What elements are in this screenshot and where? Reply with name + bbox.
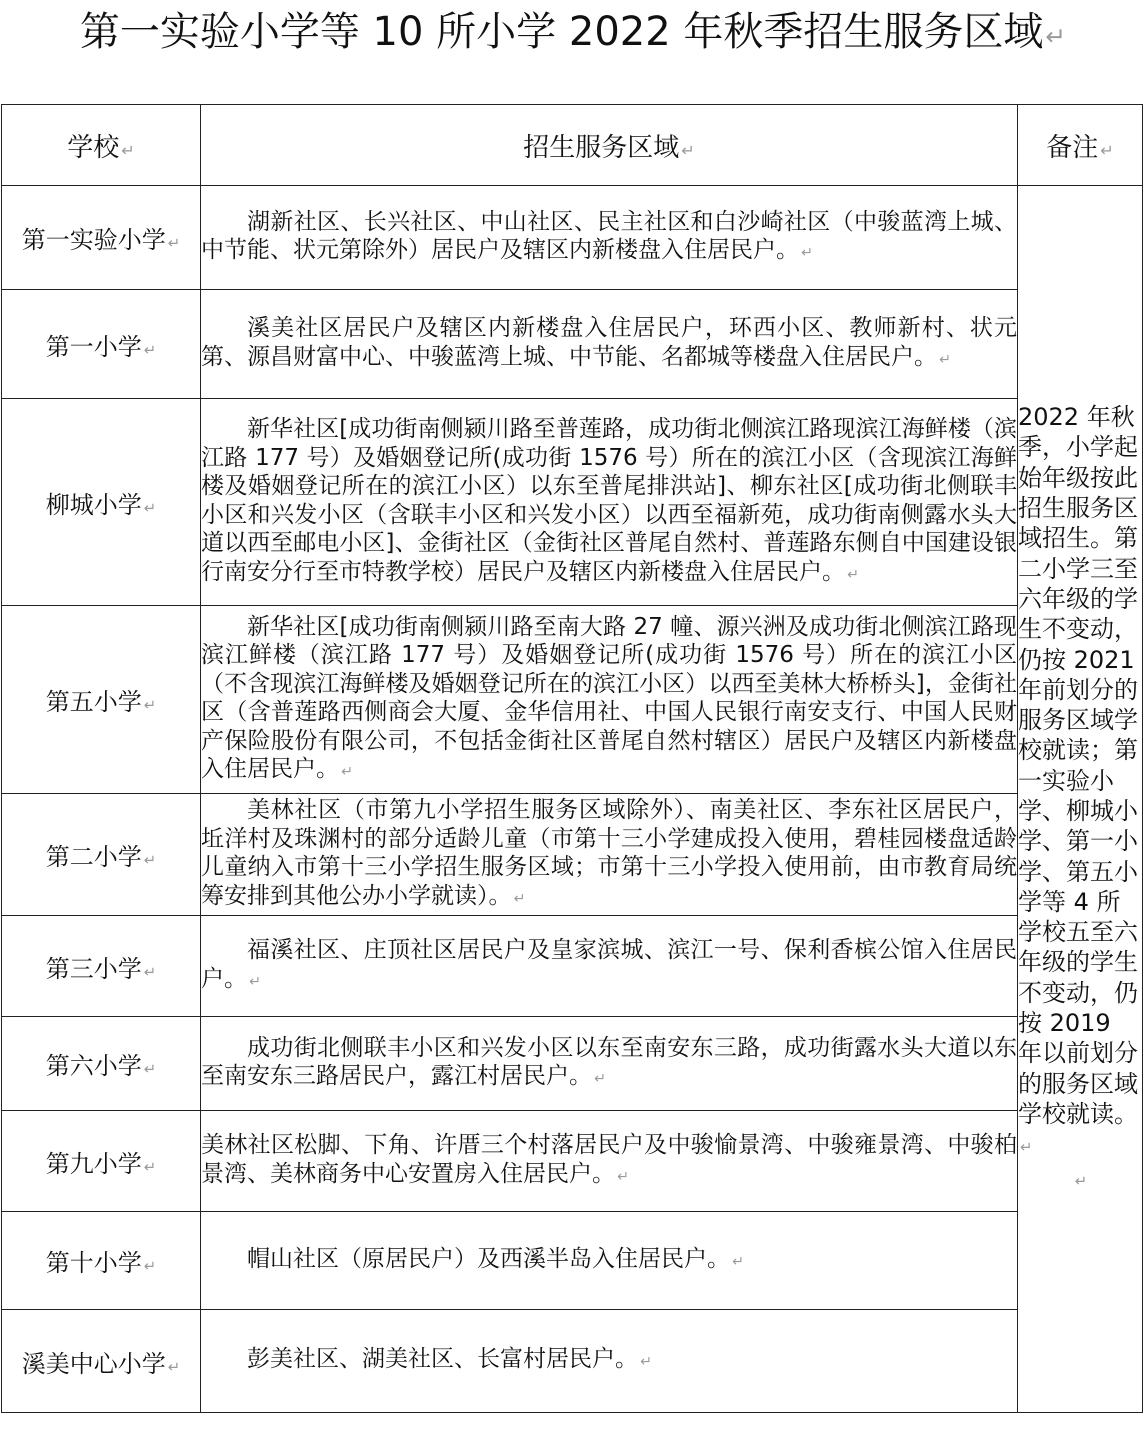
- paragraph-mark-icon: ↵: [1074, 1171, 1088, 1190]
- table-row: [2, 1111, 1143, 1212]
- school-cell: [2, 794, 201, 916]
- school-cell: [2, 606, 201, 794]
- remark-text: 2022 年秋季，小学起始年级按此招生服务区域招生。第二小学三至六年级的学生不变动，仍按 2021 年前划分的服务区域学校就读；第一实验小学、柳城小学、第一小学、第五小学等 4 所学校五至六年级的学生不变动，仍按 2019 年以前划分的服务区域学校就读。: [1018, 403, 1138, 1128]
- school-name: 第一小学: [45, 332, 142, 361]
- school-name: 第三小学: [45, 954, 142, 983]
- school-cell: [2, 1310, 201, 1413]
- area-cell: [201, 399, 1018, 606]
- area-text: 帽山社区（原居民户）及西溪半岛入住居民户。: [247, 1245, 730, 1272]
- area-cell: [201, 606, 1018, 794]
- area-text: 美林社区松脚、下角、许厝三个村落居民户及中骏愉景湾、中骏雍景湾、中骏柏景湾、美林商务中心安置房入住居民户。: [201, 1132, 1017, 1187]
- school-cell: [2, 290, 201, 399]
- paragraph-mark-icon: ↵: [801, 245, 813, 261]
- area-text: 湖新社区、长兴社区、中山社区、民主社区和白沙崎社区（中骏蓝湾上城、中节能、状元第除外）居民户及辖区内新楼盘入住居民户。: [201, 208, 1017, 263]
- table-row: [2, 290, 1143, 399]
- table-row: [2, 606, 1143, 794]
- paragraph-mark-icon: ↵: [594, 1071, 606, 1087]
- paragraph-mark-icon: ↵: [143, 498, 157, 517]
- header-remark-label: 备注: [1046, 132, 1099, 163]
- paragraph-mark-icon: ↵: [732, 1253, 744, 1270]
- area-cell: [201, 1111, 1018, 1212]
- table-row: [2, 1212, 1143, 1310]
- paragraph-mark-icon: ↵: [640, 1354, 652, 1371]
- area-cell: [201, 1017, 1018, 1111]
- header-area-label: 招生服务区域: [523, 132, 680, 163]
- table-row: [2, 916, 1143, 1017]
- paragraph-mark-icon: ↵: [939, 351, 951, 368]
- school-name: 第六小学: [45, 1052, 142, 1080]
- paragraph-mark-icon: ↵: [143, 696, 157, 714]
- school-name: 第一实验小学: [21, 226, 166, 254]
- table-row: [2, 1017, 1143, 1111]
- area-text: 新华社区[成功街南侧颍川路至普莲路，成功街北侧滨江路现滨江海鲜楼（滨江路 177 号）及婚姻登记所(成功街 1576 号）所在的滨江小区（含现滨江海鲜楼及婚姻登记所在的滨江小区）以东至普尾排洪站]、柳东社区[成功街北侧联丰小区和兴发小区（含联丰小区和兴发小区）以西至福新苑，成功街南侧露水头大道以西至邮电小区]、金街社区（金街社区普尾自然村、普莲路东侧自中国建设银行南安分行至市特教学校）居民户及辖区内新楼盘入住居民户。: [201, 416, 1017, 585]
- table-header-row: [2, 105, 1143, 186]
- paragraph-mark-icon: ↵: [143, 1257, 157, 1275]
- paragraph-mark-icon: ↵: [167, 1357, 181, 1376]
- school-cell: [2, 1017, 201, 1111]
- area-text: 新华社区[成功街南侧颍川路至南大路 27 幢、源兴洲及成功街北侧滨江路现滨江鲜楼（滨江路 177 号）及婚姻登记所(成功街 1576 号）所在的滨江小区（不含现滨江海鲜楼及婚姻登记所在的滨江小区）以西至美林大桥桥头]，金街社区（含普莲路西侧商会大厦、金华信用社、中国人民银行南安支行、中国人民财产保险股份有限公司，不包括金街社区普尾自然村辖区）居民户及辖区内新楼盘入住居民户。: [201, 613, 1017, 782]
- area-cell: [201, 186, 1018, 290]
- header-area: [201, 105, 1018, 186]
- school-name: 溪美中心小学: [21, 1349, 166, 1378]
- table-row: [2, 186, 1143, 290]
- paragraph-mark-icon: ↵: [249, 973, 261, 990]
- header-remark: [1018, 105, 1143, 186]
- paragraph-mark-icon: ↵: [617, 1168, 629, 1185]
- school-cell: [2, 916, 201, 1017]
- table-row: [2, 1310, 1143, 1413]
- area-text: 美林社区（市第九小学招生服务区域除外）、南美社区、李东社区居民户，坵洋村及珠渊村的部分适龄儿童（市第十三小学建成投入使用，碧桂园楼盘适龄儿童纳入市第十三小学招生服务区域；市第十三小学投入使用前，由市教育局统筹安排到其他公办小学就读）。: [201, 797, 1017, 909]
- school-name: 第二小学: [45, 843, 142, 871]
- area-text: 成功街北侧联丰小区和兴发小区以东至南安东三路，成功街露水头大道以东至南安东三路居民户，露江村居民户。: [201, 1034, 1017, 1089]
- paragraph-mark-icon: ↵: [1045, 22, 1067, 51]
- page-title: [0, 4, 1146, 65]
- school-name: 第九小学: [45, 1149, 142, 1178]
- paragraph-mark-icon: ↵: [143, 340, 157, 359]
- paragraph-mark-icon: ↵: [1100, 140, 1114, 160]
- area-text: 彭美社区、湖美社区、长富村居民户。: [247, 1346, 638, 1373]
- paragraph-mark-icon: ↵: [513, 890, 526, 907]
- table-row: [2, 794, 1143, 916]
- paragraph-mark-icon: ↵: [341, 764, 353, 780]
- paragraph-mark-icon: ↵: [681, 140, 695, 160]
- header-school-label: 学校: [67, 132, 120, 163]
- paragraph-mark-icon: ↵: [847, 566, 859, 583]
- paragraph-mark-icon: ↵: [143, 1060, 157, 1078]
- enrollment-zone-table: [1, 104, 1143, 1413]
- school-cell: [2, 186, 201, 290]
- area-cell: [201, 916, 1018, 1017]
- area-text: 溪美社区居民户及辖区内新楼盘入住居民户，环西小区、教师新村、状元第、源昌财富中心、中骏蓝湾上城、中节能、名都城等楼盘入住居民户。: [201, 315, 1017, 370]
- area-cell: [201, 1212, 1018, 1310]
- school-cell: [2, 399, 201, 606]
- area-cell: [201, 1310, 1018, 1413]
- page-title-text: 第一实验小学等 10 所小学 2022 年秋季招生服务区域: [79, 9, 1044, 55]
- school-cell: [2, 1111, 201, 1212]
- paragraph-mark-icon: ↵: [143, 851, 157, 869]
- area-cell: [201, 290, 1018, 399]
- school-name: 第十小学: [45, 1249, 142, 1277]
- paragraph-mark-icon: ↵: [1020, 1138, 1033, 1157]
- paragraph-mark-icon: ↵: [143, 1157, 157, 1176]
- paragraph-mark-icon: ↵: [167, 234, 181, 252]
- header-school: [2, 105, 201, 186]
- paragraph-mark-icon: ↵: [121, 140, 135, 160]
- table-row: [2, 399, 1143, 606]
- school-cell: [2, 1212, 201, 1310]
- area-text: 福溪社区、庄顶社区居民户及皇家滨城、滨江一号、保利香槟公馆入住居民户。: [201, 937, 1017, 992]
- remark-cell: [1018, 186, 1143, 1413]
- school-name: 第五小学: [45, 688, 142, 716]
- school-name: 柳城小学: [45, 490, 142, 519]
- area-cell: [201, 794, 1018, 916]
- paragraph-mark-icon: ↵: [143, 962, 157, 981]
